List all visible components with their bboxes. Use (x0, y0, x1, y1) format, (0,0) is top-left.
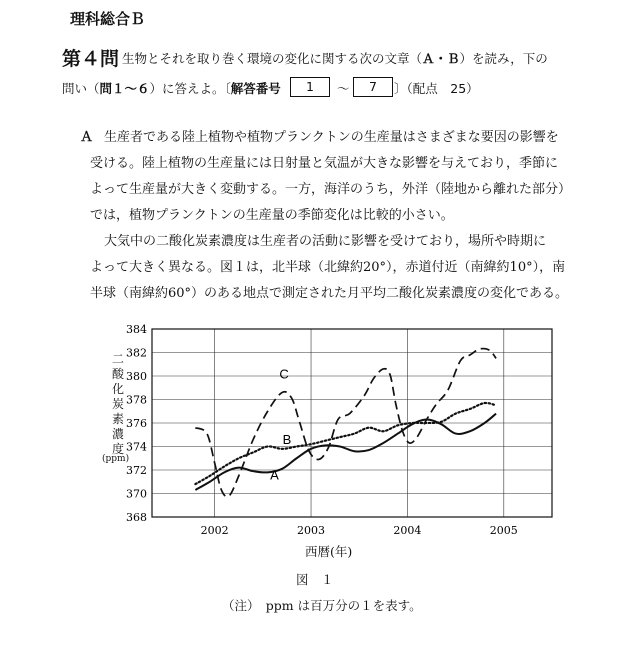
series-label-c: C (279, 366, 289, 382)
passage-line: よって大きく異なる。図１は，北半球（北緯約20°），赤道付近（南緯約10°），南 (90, 260, 566, 275)
intro-text: 生物とそれを取り巻く環境の変化に関する次の文章（ (122, 51, 423, 66)
y-tick-label: 380 (126, 370, 147, 383)
y-tick-label: 378 (126, 393, 147, 407)
y-tick-label: 368 (126, 511, 147, 524)
y-tick-labels (126, 323, 147, 524)
intro-parts: Ａ・Ｂ (422, 51, 460, 66)
intro-text: ）を読み，下の (459, 51, 548, 66)
series-label-a: A (270, 467, 279, 483)
x-axis-label: 西暦(年) (305, 544, 353, 559)
passage-line: では，植物プランクトンの生産量の季節変化は比較的小さい。 (90, 208, 454, 223)
x-tick-labels (201, 524, 518, 537)
answer-box-end: 7 (353, 77, 393, 97)
passage-line: 受ける。陸上植物の生産量には日射量と気温が大きな影響を与えており，季節に (90, 156, 559, 171)
y-tick-label: 374 (126, 440, 147, 454)
x-tick-label: 2003 (297, 524, 326, 537)
answer-label: 解答番号 (230, 81, 281, 96)
series-line-c (195, 349, 496, 497)
chart-grid (152, 329, 552, 517)
y-tick-label: 372 (126, 464, 147, 477)
intro-text: 問い（ (62, 81, 100, 96)
passage-line: よって生産量が大きく変動する。一方，海洋のうち，外洋（陸地から離れた部分） (90, 182, 572, 197)
figure-note: （注） ppm は百万分の１を表す。 (222, 598, 422, 613)
passage-line: 大気中の二酸化炭素濃度は生産者の活動に影響を受けており，場所や時期に (104, 234, 547, 249)
y-axis-unit: (ppm) (102, 454, 130, 464)
intro-questions: 問１〜６ (99, 81, 150, 96)
series-label-b: B (282, 432, 292, 448)
passage-line: 半球（南緯約60°）のある地点で測定された月平均二酸化炭素濃度の変化である。 (90, 286, 569, 301)
y-tick-label: 376 (126, 417, 147, 430)
passage-marker: Ａ (80, 130, 94, 145)
y-axis-label: 二酸化炭素濃度 (111, 352, 124, 456)
answer-tilde: 〜 (337, 81, 350, 96)
figure-caption: 図 １ (296, 572, 334, 587)
y-tick-label: 384 (126, 323, 147, 336)
series-line-a (195, 414, 496, 490)
answer-box-start: 1 (290, 77, 330, 97)
x-tick-label: 2002 (200, 524, 229, 537)
question-number: 第４問 (62, 48, 120, 70)
passage-line: 生産者である陸上植物や植物プランクトンの生産量はさまざまな要因の影響を (104, 130, 559, 145)
x-tick-label: 2004 (393, 524, 422, 537)
intro-text: ）に答えよ。〔 (149, 81, 231, 96)
y-tick-label: 370 (126, 487, 147, 501)
y-tick-label: 382 (126, 346, 147, 360)
x-tick-label: 2005 (489, 524, 518, 537)
score-text: 〕（配点 25） (394, 81, 479, 96)
chart-series (195, 349, 496, 497)
subject-title: 理科総合Ｂ (70, 10, 146, 28)
